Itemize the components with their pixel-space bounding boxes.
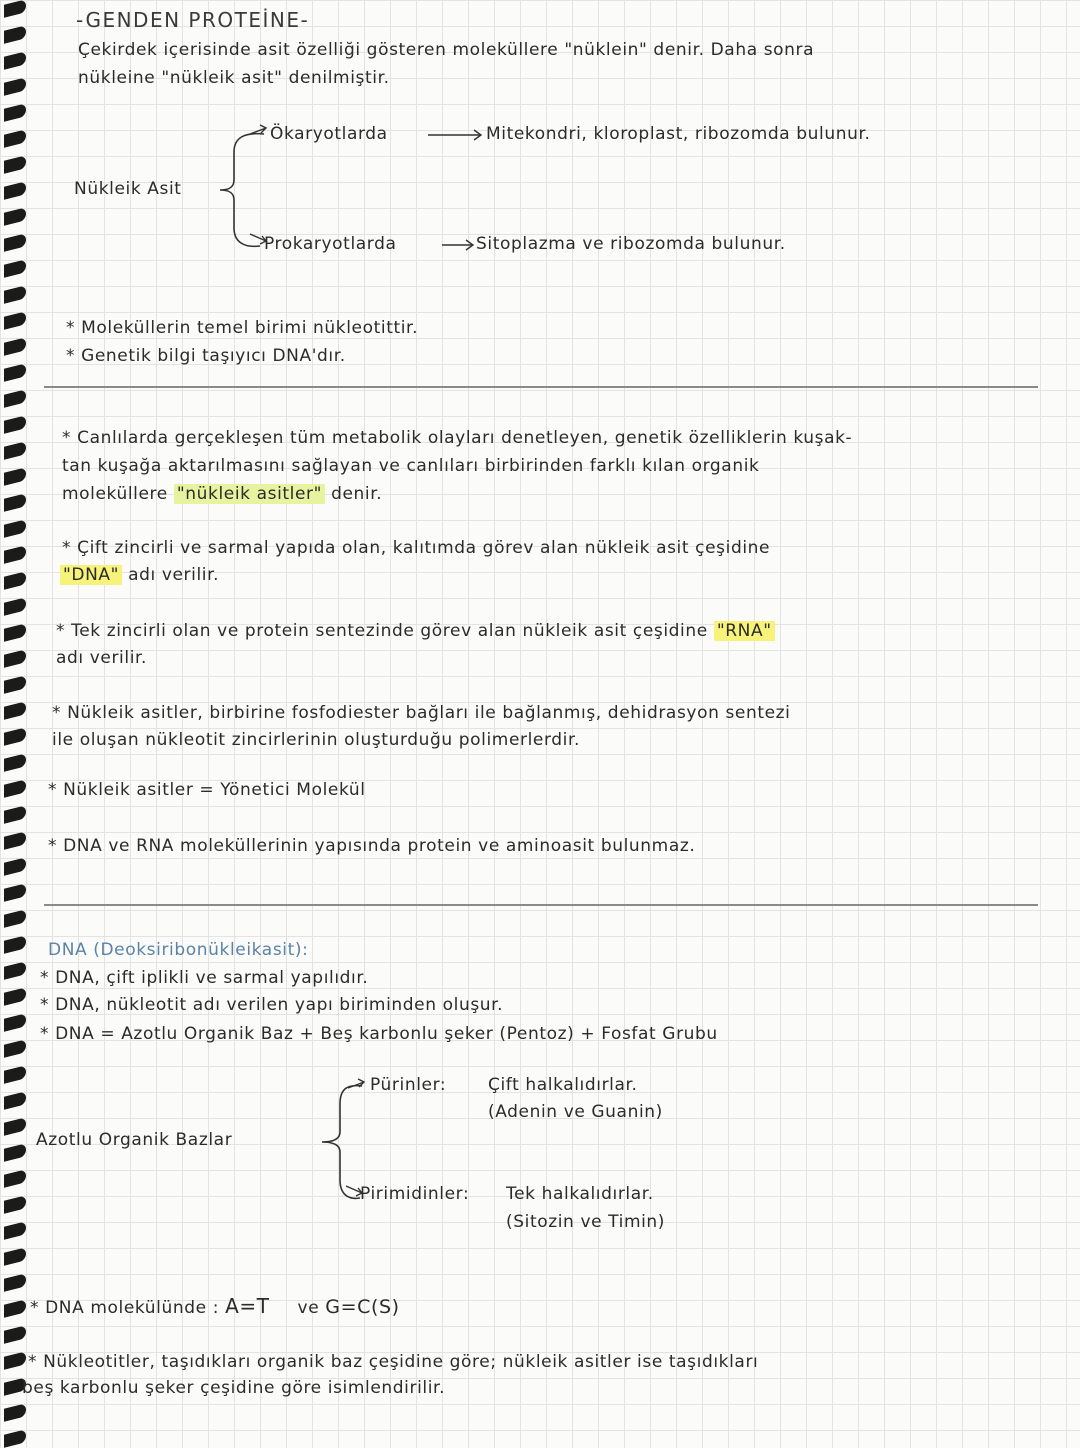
definition-line-3 <box>62 486 382 503</box>
dna-item-3: * DNA = Azotlu Organik Baz + Beş karbonlu şeker (Pentoz) + Fosfat Grubu <box>40 1024 718 1044</box>
dna-def-line-2 <box>60 567 219 584</box>
definition-line-3-post: denir. <box>331 484 383 504</box>
spiral-ring <box>4 1065 26 1083</box>
tree-root-nucleic-acid: Nükleik Asit <box>74 179 182 199</box>
spiral-ring <box>4 0 26 18</box>
spiral-ring <box>4 1273 26 1291</box>
page-title: -GENDEN PROTEİNE- <box>76 8 310 32</box>
branch-prokaryotes-label: Prokaryotlarda <box>264 234 397 254</box>
section-divider <box>44 386 1038 388</box>
spiral-binding <box>0 0 30 1442</box>
definition-line-1: * Canlılarda gerçekleşen tüm metabolik olayları denetleyen, genetik özelliklerin kuşak- <box>62 428 853 448</box>
pairing-gc: G=C(S) <box>325 1296 400 1318</box>
arrow-icon <box>346 1076 368 1092</box>
pyrimidines-label: Pirimidinler: <box>360 1184 470 1204</box>
definition-line-3-pre: moleküllere <box>62 484 168 504</box>
spiral-ring <box>4 831 26 849</box>
bases-root: Azotlu Organik Bazlar <box>36 1130 233 1150</box>
spiral-ring <box>4 103 26 121</box>
bonds-line-1: * Nükleik asitler, birbirine fosfodiester bağları ile bağlanmış, dehidrasyon sentezi <box>52 703 791 723</box>
spiral-ring <box>4 77 26 95</box>
bonds-line-2: ile oluşan nükleotit zincirlerinin oluşturduğu polimerlerdir. <box>52 730 581 750</box>
pairing-rule <box>30 1296 400 1317</box>
spiral-ring <box>4 129 26 147</box>
bullet-genetic-carrier: * Genetik bilgi taşıyıcı DNA'dır. <box>66 346 346 366</box>
pyrimidines-desc: Tek halkalıdırlar. <box>506 1184 654 1204</box>
intro-line-2: nükleine "nükleik asit" denilmiştir. <box>78 68 390 88</box>
dna-highlight: "DNA" <box>60 565 122 585</box>
dna-def-line-1: * Çift zincirli ve sarmal yapıda olan, kalıtımda görev alan nükleik asit çeşidine <box>62 538 771 558</box>
no-protein-note: * DNA ve RNA moleküllerinin yapısında protein ve aminoasit bulunmaz. <box>48 836 696 856</box>
spiral-ring <box>4 1221 26 1239</box>
spiral-ring <box>4 1169 26 1187</box>
branch-eukaryotes-desc: Mitekondri, kloroplast, ribozomda bulunur. <box>486 124 871 144</box>
dna-item-1: * DNA, çift iplikli ve sarmal yapılıdır. <box>40 968 369 988</box>
naming-line-2: beş karbonlu şeker çeşidine göre isimlendirilir. <box>22 1378 446 1398</box>
branch-eukaryotes-label: Ökaryotlarda <box>270 124 388 144</box>
spiral-ring <box>4 1117 26 1135</box>
spiral-ring <box>4 1351 26 1369</box>
spiral-ring <box>4 753 26 771</box>
spiral-ring <box>4 1403 26 1421</box>
spiral-ring <box>4 441 26 459</box>
spiral-ring <box>4 961 26 979</box>
spiral-ring <box>4 233 26 251</box>
pairing-mid: ve <box>297 1298 320 1318</box>
spiral-ring <box>4 493 26 511</box>
purines-label: Pürinler: <box>370 1075 447 1095</box>
spiral-ring <box>4 285 26 303</box>
spiral-ring <box>4 1091 26 1109</box>
spiral-ring <box>4 545 26 563</box>
arrow-icon <box>426 128 484 142</box>
spiral-ring <box>4 519 26 537</box>
spiral-ring <box>4 805 26 823</box>
spiral-ring <box>4 649 26 667</box>
spiral-ring <box>4 1325 26 1343</box>
bullet-nucleotide-unit: * Moleküllerin temel birimi nükleotittir. <box>66 318 419 338</box>
dna-item-2: * DNA, nükleotit adı verilen yapı biriminden oluşur. <box>40 995 504 1015</box>
rna-def-line-1 <box>56 623 775 640</box>
definition-line-2: tan kuşağa aktarılmasını sağlayan ve canlıları birbirinden farklı kılan organik <box>62 456 760 476</box>
spiral-ring <box>4 1195 26 1213</box>
arrow-icon <box>440 238 476 252</box>
spiral-ring <box>4 623 26 641</box>
spiral-ring <box>4 1299 26 1317</box>
spiral-ring <box>4 155 26 173</box>
spiral-ring <box>4 181 26 199</box>
spiral-ring <box>4 883 26 901</box>
spiral-ring <box>4 1429 26 1447</box>
spiral-ring <box>4 1143 26 1161</box>
rna-highlight: "RNA" <box>714 621 775 641</box>
spiral-ring <box>4 779 26 797</box>
dna-def-line-2-post: adı verilir. <box>128 565 220 585</box>
pairing-prefix: * DNA molekülünde : <box>30 1298 220 1318</box>
pairing-at: A=T <box>225 1294 270 1318</box>
spiral-ring <box>4 25 26 43</box>
spiral-ring <box>4 909 26 927</box>
intro-line-1: Çekirdek içerisinde asit özelliği gösteren moleküllere "nüklein" denir. Daha sonra <box>78 40 815 60</box>
arrow-icon <box>248 122 270 138</box>
spiral-ring <box>4 467 26 485</box>
spiral-ring <box>4 259 26 277</box>
spiral-ring <box>4 571 26 589</box>
spiral-ring <box>4 987 26 1005</box>
rna-def-line-1-pre: * Tek zincirli olan ve protein sentezinde görev alan nükleik asit çeşidine <box>56 621 708 641</box>
spiral-ring <box>4 337 26 355</box>
spiral-ring <box>4 363 26 381</box>
spiral-ring <box>4 701 26 719</box>
spiral-ring <box>4 675 26 693</box>
manager-molecule: * Nükleik asitler = Yönetici Molekül <box>48 780 366 800</box>
spiral-ring <box>4 935 26 953</box>
nucleic-acids-highlight: "nükleik asitler" <box>174 484 325 504</box>
purines-desc: Çift halkalıdırlar. <box>488 1075 638 1095</box>
spiral-ring <box>4 51 26 69</box>
spiral-ring <box>4 389 26 407</box>
spiral-ring <box>4 1039 26 1057</box>
spiral-ring <box>4 311 26 329</box>
naming-line-1: * Nükleotitler, taşıdıkları organik baz çeşidine göre; nükleik asitler ise taşıdıkları <box>28 1352 759 1372</box>
spiral-ring <box>4 1247 26 1265</box>
pyrimidines-examples: (Sitozin ve Timin) <box>506 1212 666 1232</box>
rna-def-line-2: adı verilir. <box>56 648 148 668</box>
spiral-ring <box>4 415 26 433</box>
spiral-ring <box>4 597 26 615</box>
dna-heading: DNA (Deoksiribonükleikasit): <box>48 940 309 960</box>
branch-prokaryotes-desc: Sitoplazma ve ribozomda bulunur. <box>476 234 786 254</box>
section-divider <box>44 904 1038 906</box>
spiral-ring <box>4 207 26 225</box>
purines-examples: (Adenin ve Guanin) <box>488 1102 663 1122</box>
spiral-ring <box>4 727 26 745</box>
spiral-ring <box>4 857 26 875</box>
spiral-ring <box>4 1013 26 1031</box>
